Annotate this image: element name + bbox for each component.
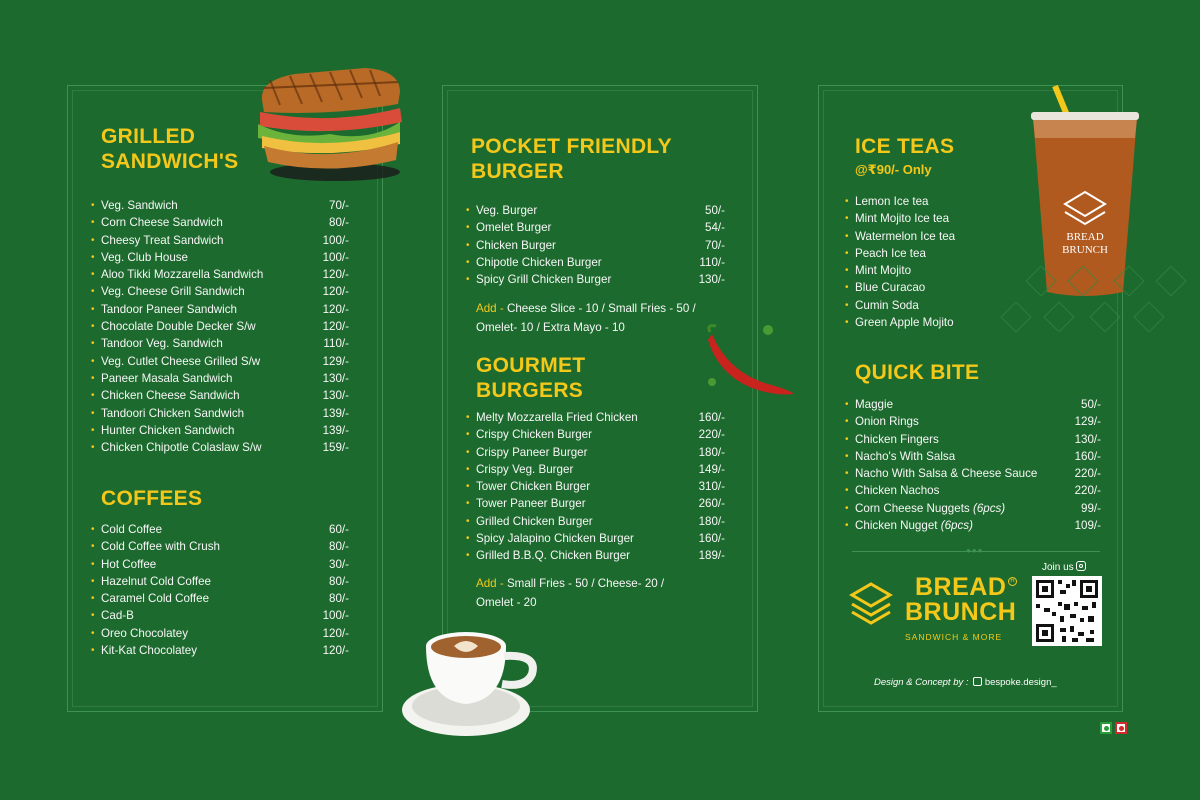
brand-name-line1: BREAD <box>915 573 1007 601</box>
menu-item <box>466 444 725 461</box>
menu-item <box>91 642 349 659</box>
chilli-image <box>698 322 803 402</box>
menu-item <box>466 547 725 564</box>
menu-item-price: 70/- <box>329 199 349 212</box>
menu-item-name: • Caramel Cold Coffee <box>101 592 210 606</box>
menu-item-price: 80/- <box>329 216 349 230</box>
menu-item-name: • Chicken Chipotle Colaslaw S/w <box>101 441 262 455</box>
menu-item-price: 100/- <box>322 233 349 247</box>
menu-item-price: 180/- <box>698 514 725 528</box>
menu-item-name: • Crispy Chicken Burger <box>476 428 592 442</box>
menu-item-name: • Tandoori Chicken Sandwich <box>101 406 245 420</box>
menu-item-price: 130/- <box>322 389 349 403</box>
menu-item-name: • Tower Chicken Burger <box>476 480 591 494</box>
menu-item-price: 100/- <box>322 609 349 623</box>
menu-item-price: 139/- <box>322 406 349 420</box>
menu-item-name: • Spicy Jalapino Chicken Burger <box>476 532 634 546</box>
menu-item-name: • Paneer Masala Sandwich <box>101 371 233 385</box>
menu-item-name: • Corn Cheese Sandwich <box>101 216 223 230</box>
menu-item-price: 54/- <box>705 221 725 235</box>
cup-brand-line2: BRUNCH <box>1062 244 1108 256</box>
menu-item <box>91 625 349 642</box>
menu-item <box>845 465 1101 482</box>
menu-item <box>466 461 725 478</box>
menu-item-price: 160/- <box>1074 449 1101 463</box>
veg-icon <box>1100 722 1112 734</box>
menu-item <box>91 197 349 214</box>
iceteas-list <box>845 193 1015 331</box>
menu-item <box>845 314 1015 331</box>
menu-item <box>466 219 725 236</box>
menu-item-name: • Mint Mojito Ice tea <box>855 212 950 226</box>
menu-item-name: • Lemon Ice tea <box>855 195 929 208</box>
menu-item-price: 189/- <box>698 549 725 563</box>
menu-item-price: 99/- <box>1081 501 1101 515</box>
menu-item <box>91 353 349 370</box>
menu-item-price: 139/- <box>322 423 349 437</box>
menu-item <box>91 387 349 404</box>
menu-item-price: 130/- <box>322 371 349 385</box>
grilled-list <box>91 197 349 456</box>
menu-item-price: 149/- <box>698 462 725 476</box>
menu-item-price: 80/- <box>329 574 349 588</box>
menu-item <box>466 513 725 530</box>
menu-item-name: • Chicken Fingers <box>855 432 939 446</box>
menu-item-name: • Grilled B.B.Q. Chicken Burger <box>476 549 630 563</box>
menu-item-price: 120/- <box>322 644 349 658</box>
menu-item-price: 160/- <box>698 411 725 424</box>
menu-item <box>466 426 725 443</box>
menu-item-price: 110/- <box>699 255 725 269</box>
menu-item-price: 159/- <box>322 441 349 455</box>
menu-item-price: 130/- <box>1074 432 1101 446</box>
menu-item-name: • Blue Curacao <box>855 281 926 295</box>
pocket-addon-line2: Omelet- 10 / Extra Mayo - 10 <box>476 321 625 334</box>
menu-item <box>91 370 349 387</box>
brand-registered-icon: R <box>1008 577 1017 586</box>
menu-item-price: 50/- <box>1081 398 1101 411</box>
menu-item-price: 129/- <box>322 354 349 368</box>
menu-item-price: 160/- <box>698 532 725 546</box>
menu-item-label <box>855 517 973 534</box>
menu-item-price: 220/- <box>1074 484 1101 498</box>
grilled-title <box>101 124 239 174</box>
menu-item <box>91 422 349 439</box>
menu-item-price: 130/- <box>698 273 725 287</box>
menu-item <box>91 405 349 422</box>
menu-item <box>845 245 1015 262</box>
menu-item-name: • Chipotle Chicken Burger <box>476 255 602 269</box>
design-credit <box>874 677 1057 688</box>
menu-item <box>845 193 1015 210</box>
brand-logo-icon <box>848 580 894 626</box>
menu-item-name: • Cheesy Treat Sandwich <box>101 233 224 247</box>
menu-item-name: • Chicken Cheese Sandwich <box>101 389 240 403</box>
gourmet-title-line2: BURGERS <box>476 379 584 402</box>
gourmet-addon <box>476 574 726 612</box>
menu-item-price: 220/- <box>698 428 725 442</box>
menu-item-name: • Aloo Tikki Mozzarella Sandwich <box>101 268 264 282</box>
iceteas-subtitle: @₹90/- Only <box>855 162 932 177</box>
menu-item-name: • Green Apple Mojito <box>855 316 954 330</box>
pocket-title <box>471 134 672 184</box>
menu-item-name: • Melty Mozzarella Fried Chicken <box>476 411 638 424</box>
menu-item <box>845 482 1101 499</box>
menu-item <box>466 254 725 271</box>
menu-item-name: • Veg. Cutlet Cheese Grilled S/w <box>101 354 261 368</box>
pattern-shape <box>1133 301 1164 332</box>
gourmet-title-line1: GOURMET <box>476 354 586 377</box>
menu-item <box>845 210 1015 227</box>
menu-item-name: • Omelet Burger <box>476 221 552 235</box>
gourmet-title <box>476 353 585 403</box>
menu-item-price: 120/- <box>322 285 349 299</box>
coffees-title: COFFEES <box>101 487 203 510</box>
menu-item-name: • Kit-Kat Chocolatey <box>101 644 198 658</box>
menu-item-name: • Veg. Sandwich <box>101 199 178 212</box>
designer-handle: bespoke.design_ <box>984 677 1057 688</box>
join-us-text: Join us <box>1042 562 1074 573</box>
menu-item <box>91 573 349 590</box>
menu-item-name: • Watermelon Ice tea <box>855 229 956 243</box>
menu-item-price: 109/- <box>1074 519 1101 533</box>
pocket-addon-line1: Cheese Slice - 10 / Small Fries - 50 / <box>503 302 696 315</box>
gourmet-addon-line1: Small Fries - 50 / Cheese- 20 / <box>503 577 665 590</box>
quickbite-title: QUICK BITE <box>855 361 980 384</box>
menu-item <box>466 237 725 254</box>
menu-item <box>845 517 1101 534</box>
menu-item-name: • Cold Coffee <box>101 523 163 536</box>
menu-item <box>91 521 349 538</box>
menu-item-name: • Spicy Grill Chicken Burger <box>476 273 612 287</box>
pocket-list <box>466 202 725 288</box>
sandwich-image <box>250 60 410 185</box>
menu-item <box>845 396 1101 413</box>
menu-item <box>466 271 725 288</box>
menu-item <box>466 409 725 426</box>
grilled-title-line1: GRILLED <box>101 125 196 148</box>
menu-item-name: • Veg. Cheese Grill Sandwich <box>101 285 245 299</box>
menu-item-price: 120/- <box>322 320 349 334</box>
coffees-list <box>91 521 349 659</box>
menu-item <box>91 249 349 266</box>
non-veg-icon <box>1115 722 1127 734</box>
brand-tagline: SANDWICH & MORE <box>905 632 1003 642</box>
menu-item-price: 80/- <box>329 540 349 554</box>
instagram-icon <box>1076 561 1086 571</box>
menu-item-price: 180/- <box>698 445 725 459</box>
menu-item-name: • Onion Rings <box>855 415 919 429</box>
qr-code-image[interactable] <box>1032 576 1102 646</box>
menu-item <box>466 530 725 547</box>
menu-item-price: 129/- <box>1074 415 1101 429</box>
menu-item-price: 110/- <box>323 337 349 351</box>
menu-item-name: • Mint Mojito <box>855 264 912 278</box>
menu-item-price: 120/- <box>322 268 349 282</box>
menu-item-price: 120/- <box>322 302 349 316</box>
menu-item <box>91 590 349 607</box>
menu-item <box>845 500 1101 517</box>
menu-item-name: • Tower Paneer Burger <box>476 497 586 511</box>
menu-item <box>91 318 349 335</box>
menu-item <box>466 202 725 219</box>
pocket-title-line2: BURGER <box>471 160 564 183</box>
menu-item-name: • Crispy Veg. Burger <box>476 462 574 476</box>
menu-item <box>91 266 349 283</box>
menu-item-price: 70/- <box>705 238 725 252</box>
menu-item-name: • Hazelnut Cold Coffee <box>101 574 211 588</box>
menu-item-price: 260/- <box>698 497 725 511</box>
menu-item <box>91 538 349 555</box>
menu-item-price: 220/- <box>1074 467 1101 481</box>
pattern-shape <box>1155 265 1186 296</box>
menu-item-name: • Nacho With Salsa & Cheese Sauce <box>855 467 1038 481</box>
instagram-icon <box>973 677 982 686</box>
menu-item-name: • Maggie <box>855 398 894 411</box>
menu-item-name: • Veg. Club House <box>101 250 189 264</box>
brand-name-line2: BRUNCH <box>905 598 1017 626</box>
menu-item-note: (6pcs) <box>972 501 1006 515</box>
menu-item-name: • Tandoor Paneer Sandwich <box>101 302 237 316</box>
menu-item-name: • Peach Ice tea <box>855 246 926 260</box>
menu-item-price: 80/- <box>329 592 349 606</box>
gourmet-addon-line2: Omelet - 20 <box>476 596 537 609</box>
menu-item-name: • Veg. Burger <box>476 204 538 217</box>
menu-item-name: • Tandoor Veg. Sandwich <box>101 337 223 351</box>
quickbite-list <box>845 396 1101 534</box>
coffee-cup-image <box>398 628 548 743</box>
iceteas-title: ICE TEAS <box>855 135 955 158</box>
menu-item-name: • Grilled Chicken Burger <box>476 514 593 528</box>
menu-item-name: • Cad-B <box>101 609 134 623</box>
menu-item-price: 120/- <box>322 626 349 640</box>
menu-item-name: • Hunter Chicken Sandwich <box>101 423 235 437</box>
menu-item <box>466 478 725 495</box>
menu-item-name: Corn Cheese Nuggets <box>855 501 970 515</box>
menu-item <box>91 232 349 249</box>
menu-item-name: • Oreo Chocolatey <box>101 626 188 640</box>
menu-item <box>845 228 1015 245</box>
menu-item-note: (6pcs) <box>940 519 973 533</box>
menu-item-name: • Cold Coffee with Crush <box>101 540 220 554</box>
menu-item-name: Chicken Nugget <box>855 519 938 533</box>
menu-item <box>845 279 1015 296</box>
cup-brand-line1: BREAD <box>1066 231 1104 243</box>
menu-item-price: 30/- <box>329 557 349 571</box>
menu-item-price: 100/- <box>322 250 349 264</box>
menu-item-name: • Hot Coffee <box>101 557 157 571</box>
menu-item <box>845 431 1101 448</box>
menu-item-price: 50/- <box>705 204 725 217</box>
menu-item-name: • Crispy Paneer Burger <box>476 445 588 459</box>
menu-item-price: 310/- <box>698 480 725 494</box>
menu-item <box>91 439 349 456</box>
gourmet-list <box>466 409 725 565</box>
menu-item <box>845 413 1101 430</box>
menu-item-name: • Cumin Soda <box>855 298 919 312</box>
menu-item <box>845 448 1101 465</box>
menu-item-name: • Chocolate Double Decker S/w <box>101 320 256 334</box>
menu-item-name: • Chicken Burger <box>476 238 556 252</box>
gourmet-addon-label: Add - <box>476 577 504 590</box>
grilled-title-line2: SANDWICH'S <box>101 150 239 173</box>
menu-item <box>466 495 725 512</box>
menu-item-price: 60/- <box>329 523 349 536</box>
design-credit-label: Design & Concept by : <box>874 677 969 688</box>
menu-item <box>91 283 349 300</box>
menu-item <box>91 335 349 352</box>
brand-name <box>905 575 1016 625</box>
menu-item <box>91 301 349 318</box>
menu-item-name: • Chicken Nachos <box>855 484 940 498</box>
menu-item-label <box>855 500 1005 517</box>
pocket-addon <box>476 299 726 337</box>
menu-item <box>91 214 349 231</box>
menu-item <box>845 297 1015 314</box>
menu-item-name: • Nacho's With Salsa <box>855 449 956 463</box>
divider-dots: ●●● <box>966 546 984 555</box>
join-us-label <box>1042 561 1086 573</box>
menu-item <box>845 262 1015 279</box>
menu-item <box>91 607 349 624</box>
menu-item <box>91 556 349 573</box>
pocket-addon-label: Add - <box>476 302 504 315</box>
pocket-title-line1: POCKET FRIENDLY <box>471 135 672 158</box>
